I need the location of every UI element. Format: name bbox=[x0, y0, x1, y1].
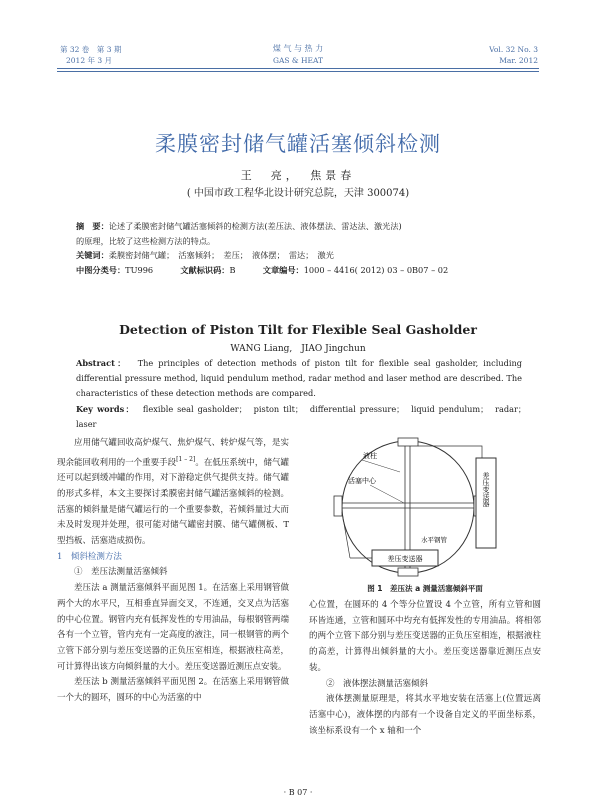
abstract-text-cn-2: 的原理，比较了这些检测方法的特点。 bbox=[76, 235, 216, 246]
body-right-column bbox=[309, 598, 541, 739]
figure-1-caption: 图 1 差压法 a 测量活塞倾斜平面 bbox=[367, 584, 483, 593]
abstract-cn bbox=[76, 219, 522, 277]
paragraph-intro-text: 应用储气罐回收高炉煤气、焦炉煤气、转炉煤气等，是实现余能回收利用的一个重要手段 bbox=[57, 438, 289, 468]
article-no-value: 1000 – 4416( 2012) 03 – 0B07 – 02 bbox=[303, 264, 449, 275]
header-rule-top bbox=[57, 68, 539, 69]
label-dp-transmitter-bottom: 差压变送器 bbox=[387, 555, 423, 563]
keywords-label-en: Key words： bbox=[76, 403, 136, 414]
body-left-column bbox=[57, 436, 289, 707]
article-no-label: 文章编号： bbox=[262, 264, 304, 275]
abstract-en bbox=[76, 356, 531, 432]
journal-date: 2012 年 3 月 bbox=[66, 56, 113, 65]
label-dp-transmitter-right: 差压变送器 bbox=[482, 472, 490, 507]
subsection-heading-2: ② 液体摆法测量活塞倾斜 bbox=[326, 678, 429, 689]
standpipe-left bbox=[334, 496, 342, 516]
figure-1-diagram bbox=[310, 432, 540, 580]
paragraph-intro-rest: 。在低压系统中，储气罐还可以起到缓冲罐的作用，对下游稳定供气提供支持。储气罐的形式多样，本文主要探讨柔膜密封储气罐活塞倾斜的检测。活塞的倾斜量是储气罐运行的一个重要参数，若倾斜量过大而未及时发现并处理，很可能对储气罐密封膜、储气罐侧板、T 型挡板、活塞造成损伤。 bbox=[57, 457, 289, 547]
standpipe-top bbox=[398, 438, 418, 446]
journal-name-cn: 煤 气 与 热 力 bbox=[272, 44, 324, 53]
journal-volume: 第 32 卷 第 3 期 bbox=[60, 45, 122, 54]
paragraph-intro bbox=[57, 436, 289, 550]
article-title-cn: 柔膜密封储气罐活塞倾斜检测 bbox=[155, 132, 441, 156]
subsection-heading-1: ① 差压法测量活塞倾斜 bbox=[74, 567, 168, 578]
abstract-text-en: The principles of detection methods of piston tilt for flexible seal gasholder, including differential pressure method, liquid pendulum method, radar method and laser method are described. The characteristics of these detection methods are compared. bbox=[76, 358, 522, 399]
paragraph-liquid-pendulum: 液体摆测量原理是，将其水平地安装在活塞上(位置远离活塞中心)，液体摆的内部有一个设备自定义的平面坐标系，该坐标系设有一个 x 轴和一个 bbox=[309, 694, 541, 736]
clc-value: TU996 bbox=[125, 264, 154, 275]
doc-code-label: 文献标识码： bbox=[180, 264, 230, 275]
doc-code-value: B bbox=[229, 264, 236, 275]
citation: [1 – 2] bbox=[176, 455, 196, 463]
standpipe-bottom bbox=[398, 568, 418, 576]
paragraph-dp-method-b: 差压法 b 测量活塞倾斜平面见图 2。在活塞上采用钢管做一个大的圆环，圆环的中心为活塞的中 bbox=[57, 677, 289, 704]
journal-name-en: GAS & HEAT bbox=[272, 56, 323, 65]
article-title-en: Detection of Piston Tilt for Flexible Seal Gasholder bbox=[119, 322, 477, 337]
section-heading-1: 1 倾斜检测方法 bbox=[57, 551, 122, 562]
label-liquid-column: 液柱 bbox=[363, 452, 377, 460]
paragraph-dp-method-b-cont: 心位置，在圆环的 4 个等分位置设 4 个立管，所有立管和圆环皆连通，立管和圆环中均充有低挥发性的专用油品。将相邻的两个立管下部分别与差压变送器的正负压室相连，根据液柱的高差，计算得出倾斜量的大小。差压变送器靠近测压点安装。 bbox=[309, 600, 541, 673]
page-number: · B 07 · bbox=[283, 788, 313, 797]
abstract-label-cn: 摘 要： bbox=[76, 221, 109, 231]
leader-piston-center bbox=[370, 485, 404, 503]
clc-label: 中图分类号： bbox=[76, 264, 126, 275]
header-rule-bottom bbox=[57, 71, 539, 72]
keywords-cn: 柔膜密封储气罐； 活塞倾斜； 差压； 液体摆； 雷达； 激光 bbox=[108, 250, 334, 260]
keywords-label-cn: 关键词： bbox=[76, 250, 109, 260]
connection-left bbox=[342, 512, 350, 558]
abstract-label-en: Abstract： bbox=[76, 358, 128, 368]
leader-liquid-column bbox=[362, 460, 400, 472]
keywords-en: flexible seal gasholder； piston tilt； differential pressure； liquid pendulum； radar； laser bbox=[76, 403, 531, 429]
authors-en: WANG Liang, JIAO Jingchun bbox=[230, 344, 366, 354]
affiliation-cn: ( 中国市政工程华北设计研究总院，天津 300074) bbox=[186, 188, 410, 199]
label-piston-center: 活塞中心 bbox=[348, 477, 376, 485]
authors-cn: 王 亮， 焦景春 bbox=[240, 169, 356, 182]
abstract-text-cn-1: 论述了柔膜密封储气罐活塞倾斜的检测方法(差压法、液体摆法、雷达法、激光法) bbox=[108, 221, 402, 231]
journal-volume-en: Vol. 32 No. 3 bbox=[489, 45, 538, 54]
journal-date-en: Mar. 2012 bbox=[499, 56, 538, 65]
paragraph-dp-method-a: 差压法 a 测量活塞倾斜平面见图 1。在活塞上采用钢管做两个大的水平尺，互相垂直异面交叉，不连通，交叉点为活塞的中心位置。钢管内充有低挥发性的专用油品，每根钢管两端各有一个立管，管内充有一定高度的液注，同一根钢管的两个立管下部分别与差压变送器的正负压室相连，根据液柱高差，可计算得出该方向倾斜量的大小。差压变送器近测压点安装。 bbox=[57, 583, 289, 672]
label-horizontal-pipe: 水平钢管 bbox=[421, 536, 447, 544]
